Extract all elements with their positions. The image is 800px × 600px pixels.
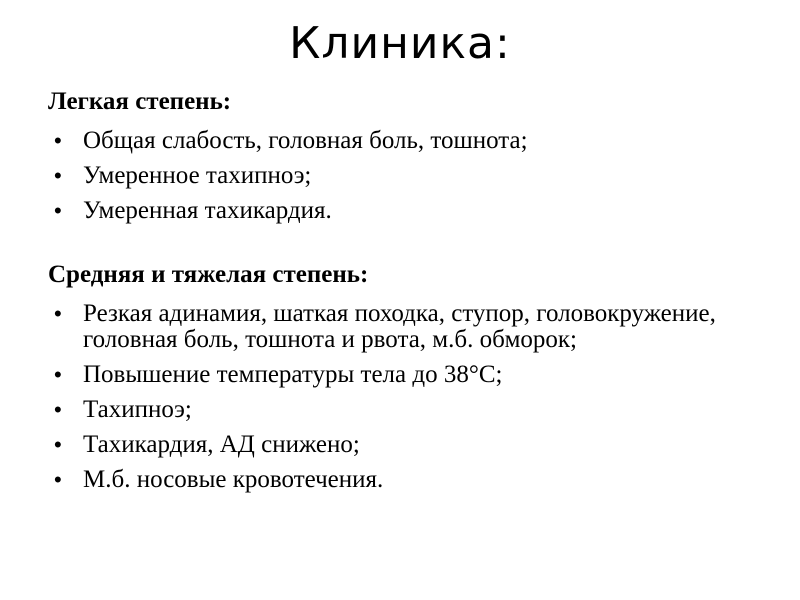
list-item-text: Умеренная тахикардия. xyxy=(83,197,332,224)
list-item xyxy=(48,362,768,388)
list-item xyxy=(48,198,768,224)
bullet-icon: • xyxy=(54,467,62,492)
list-item xyxy=(48,128,768,154)
list-item xyxy=(48,397,768,423)
bullet-icon: • xyxy=(54,128,62,153)
severe-symptoms-list xyxy=(48,301,768,493)
bullet-icon: • xyxy=(54,432,62,457)
mild-symptoms-list xyxy=(48,128,768,224)
list-item-text: Повышение температуры тела до 38°С; xyxy=(83,361,503,388)
bullet-icon: • xyxy=(54,397,62,422)
list-item xyxy=(48,467,768,493)
list-item xyxy=(48,163,768,189)
list-item-text: Тахипноэ; xyxy=(83,396,192,423)
section-heading-mild: Легкая степень: xyxy=(48,88,232,115)
list-item xyxy=(48,432,768,458)
bullet-icon: • xyxy=(54,198,62,223)
list-item-text: Тахикардия, АД снижено; xyxy=(83,431,360,458)
slide-title: Клиника: xyxy=(289,18,511,69)
slide-content xyxy=(48,85,768,493)
list-item-text: Резкая адинамия, шаткая походка, ступор, головокружение, головная боль, тошнота и рвота, м.б. обморок; xyxy=(83,300,716,353)
bullet-icon: • xyxy=(54,301,62,326)
list-item-text: М.б. носовые кровотечения. xyxy=(83,466,384,493)
bullet-icon: • xyxy=(54,362,62,387)
section-heading-severe: Средняя и тяжелая степень: xyxy=(48,261,369,288)
list-item-text: Умеренное тахипноэ; xyxy=(83,162,312,189)
list-item xyxy=(48,301,768,353)
bullet-icon: • xyxy=(54,163,62,188)
list-item-text: Общая слабость, головная боль, тошнота; xyxy=(83,127,528,154)
